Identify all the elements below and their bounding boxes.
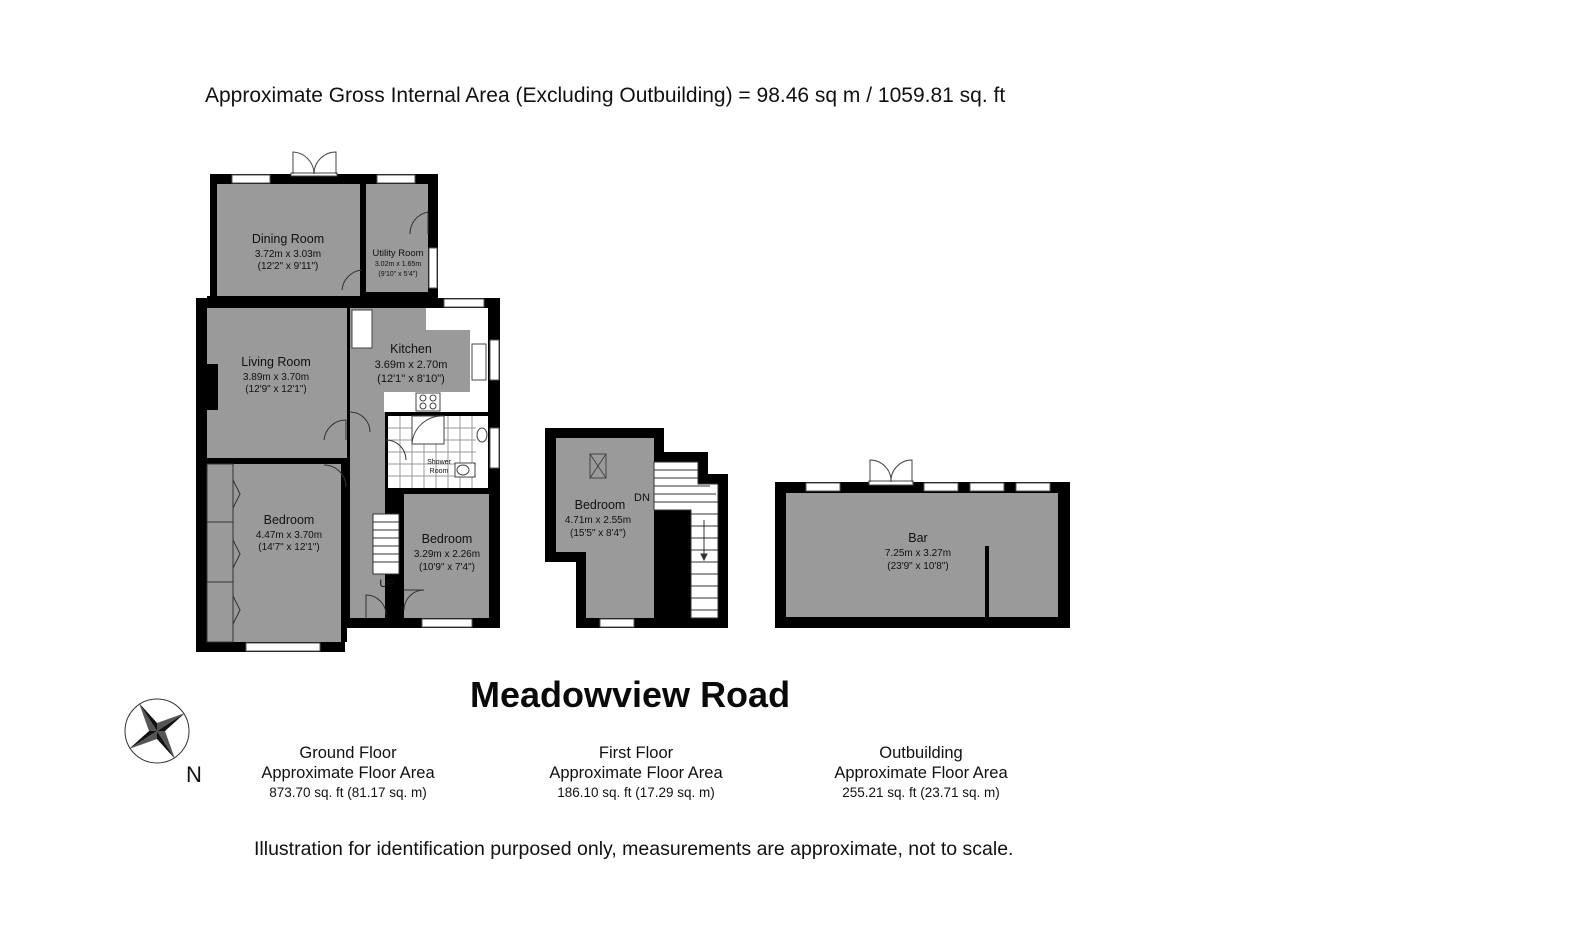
compass-icon [125,699,189,763]
outbuilding-plan [775,460,1070,628]
living-room-floor [207,308,347,458]
first-stair-void [657,512,691,618]
utility-room-imperial: (9'10" x 5'4") [378,271,418,278]
bar-label: Bar [908,531,928,545]
living-room-label: Living Room [241,355,311,369]
utility-room-metric: 3.02m x 1.65m [374,261,422,268]
road-name: Meadowview Road [470,674,791,715]
bar-imperial: (23'9" x 10'8") [887,561,949,572]
bedroom-3-imperial: (15'5" x 8'4") [570,528,626,539]
shower-room-label-1: Shower [427,459,451,466]
floor-name: Outbuilding [879,744,963,762]
floor-area-size: 873.70 sq. ft (81.17 sq. m) [269,785,427,800]
floor-name: Ground Floor [299,744,397,762]
floor-area-label: Approximate Floor Area [261,764,435,782]
compass-north-label: N [186,762,202,787]
first-floor-summary [506,743,766,803]
bar-french-doors [869,460,913,485]
dining-french-doors [291,152,337,176]
outbuilding-summary [791,743,1051,803]
bedroom-1-metric: 4.47m x 3.70m [255,530,323,541]
living-room-imperial: (12'9" x 12'1") [245,384,307,395]
bedroom-2-imperial: (10'9" x 7'4") [419,562,475,573]
first-floor-window [600,619,634,627]
kitchen-imperial: (12'1" x 8'10") [377,373,445,385]
ground-floor-plan [196,152,500,652]
stairs-up [373,514,399,574]
floor-area-size: 255.21 sq. ft (23.71 sq. m) [842,785,1000,800]
stairs-down-label: DN [634,492,650,504]
ground-floor-summary [218,743,478,803]
bar-metric: 7.25m x 3.27m [884,548,952,559]
floor-area-size: 186.10 sq. ft (17.29 sq. m) [557,785,715,800]
utility-room-label: Utility Room [372,248,424,259]
shower-room-label-2: Room [429,468,449,475]
bedroom-3-metric: 4.71m x 2.55m [564,515,632,526]
dining-room-metric: 3.72m x 3.03m [254,249,322,260]
living-room-metric: 3.89m x 3.70m [242,372,310,383]
floor-name: First Floor [598,744,674,762]
bedroom-1-imperial: (14'7" x 12'1") [258,542,320,553]
dining-room-imperial: (12'2" x 9'11") [257,261,319,272]
gross-internal-area: Approximate Gross Internal Area (Excluding Outbuilding) = 98.46 sq m / 1059.81 sq. ft [205,84,1006,107]
bedroom-2-label: Bedroom [421,532,473,546]
disclaimer: Illustration for identification purposed only, measurements are approximate, not to scale. [254,838,1014,860]
floor-area-label: Approximate Floor Area [549,764,723,782]
floor-area-label: Approximate Floor Area [834,764,1008,782]
kitchen-metric: 3.69m x 2.70m [374,359,448,371]
bedroom-3-label: Bedroom [574,498,626,512]
stairs-up-label: UP [379,578,395,590]
dining-room-label: Dining Room [251,232,325,246]
bar-partition [985,546,989,617]
first-floor-plan [545,428,728,628]
bedroom-1-label: Bedroom [263,513,315,527]
kitchen-label: Kitchen [390,342,432,356]
bedroom-2-metric: 3.29m x 2.26m [413,549,481,560]
